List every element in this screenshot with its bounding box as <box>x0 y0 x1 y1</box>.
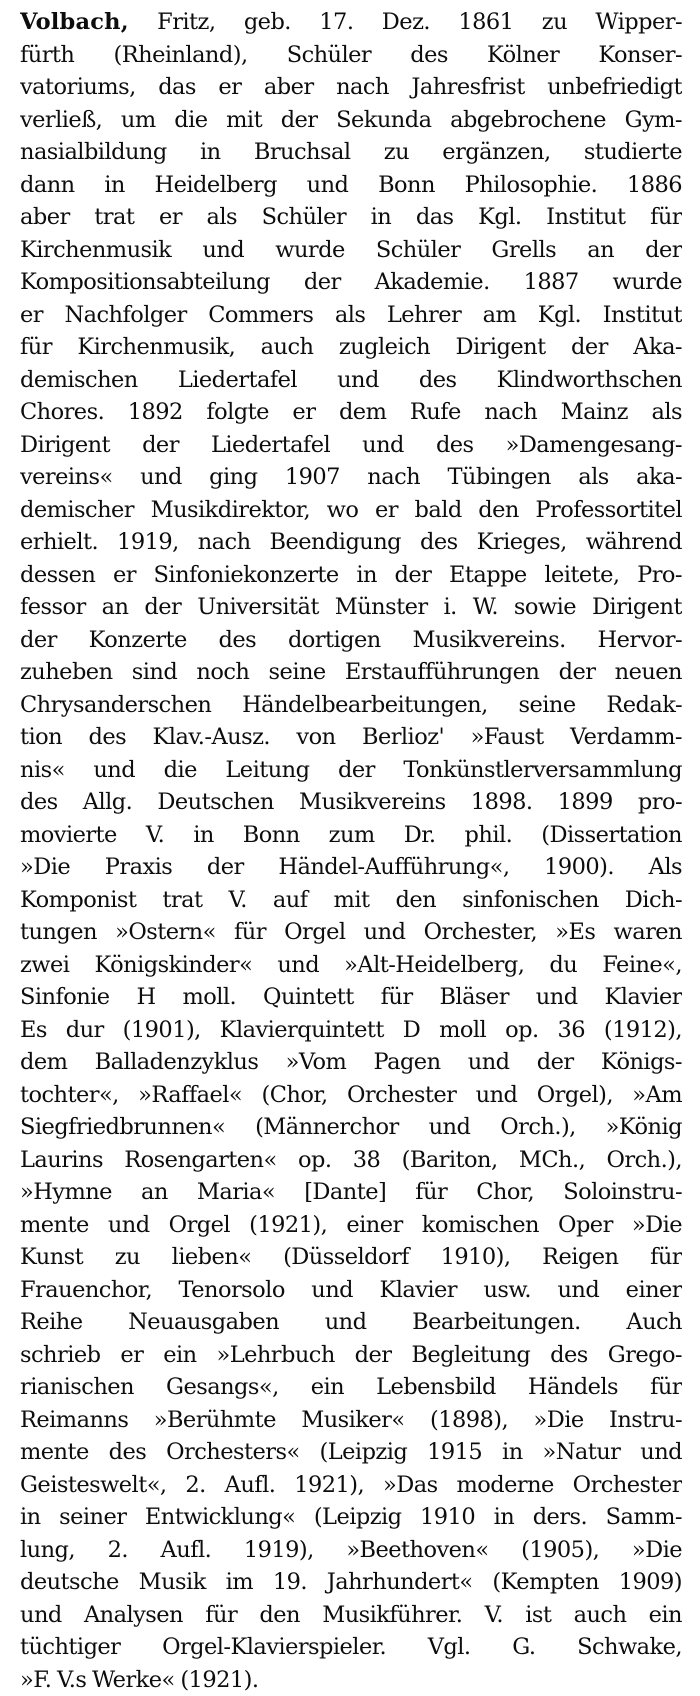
entry-line: movierte V. in Bonn zum Dr. phil. (Dissertation <box>20 819 682 852</box>
entry-line: fürth (Rheinland), Schüler des Kölner Konser- <box>20 39 682 72</box>
entry-line: demischen Liedertafel und des Klindworthschen <box>20 364 682 397</box>
entry-line: Kompositionsabteilung der Akademie. 1887 wurde <box>20 266 682 299</box>
entry-line <box>20 6 682 39</box>
entry-line: tungen »Ostern« für Orgel und Orchester, »Es waren <box>20 916 682 949</box>
entry-line: Kunst zu lieben« (Düsseldorf 1910), Reigen für <box>20 1241 682 1274</box>
entry-line: deutsche Musik im 19. Jahrhundert« (Kempten 1909) <box>20 1566 682 1599</box>
entry-line: des Allg. Deutschen Musikvereins 1898. 1899 pro- <box>20 786 682 819</box>
entry-line: nasialbildung in Bruchsal zu ergänzen, studierte <box>20 136 682 169</box>
entry-line: Chrysanderschen Händelbearbeitungen, seine Redak- <box>20 689 682 722</box>
entry-line: Geisteswelt«, 2. Aufl. 1921), »Das moderne Orchester <box>20 1469 682 1502</box>
entry-line: zwei Königskinder« und »Alt-Heidelberg, du Feine«, <box>20 949 682 982</box>
entry-line: erhielt. 1919, nach Beendigung des Krieges, während <box>20 526 682 559</box>
entry-line: und Analysen für den Musikführer. V. ist auch ein <box>20 1599 682 1632</box>
entry-line: »Die Praxis der Händel-Aufführung«, 1900). Als <box>20 851 682 884</box>
entry-line: tüchtiger Orgel-Klavierspieler. Vgl. G. Schwake, <box>20 1631 682 1664</box>
entry-line: vatoriums, das er aber nach Jahresfrist unbefriedigt <box>20 71 682 104</box>
entry-line: Es dur (1901), Klavierquintett D moll op. 36 (1912), <box>20 1014 682 1047</box>
entry-line: er Nachfolger Commers als Lehrer am Kgl. Institut <box>20 299 682 332</box>
entry-line: demischer Musikdirektor, wo er bald den Professortitel <box>20 494 682 527</box>
entry-line: »F. V.s Werke« (1921). <box>20 1664 682 1696</box>
entry-line: vereins« und ging 1907 nach Tübingen als aka- <box>20 461 682 494</box>
entry-line: für Kirchenmusik, auch zugleich Dirigent der Aka- <box>20 331 682 364</box>
entry-line: Laurins Rosengarten« op. 38 (Bariton, MCh., Orch.), <box>20 1144 682 1177</box>
entry-line: Frauenchor, Tenorsolo und Klavier usw. und einer <box>20 1274 682 1307</box>
entry-line: mente und Orgel (1921), einer komischen Oper »Die <box>20 1209 682 1242</box>
entry-line: Chores. 1892 folgte er dem Rufe nach Mainz als <box>20 396 682 429</box>
entry-line: mente des Orchesters« (Leipzig 1915 in »Natur und <box>20 1436 682 1469</box>
entry-line: Siegfriedbrunnen« (Männerchor und Orch.), »König <box>20 1111 682 1144</box>
entry-line: »Hymne an Maria« [Dante] für Chor, Soloinstru- <box>20 1176 682 1209</box>
entry-line: Sinfonie H moll. Quintett für Bläser und Klavier <box>20 981 682 1014</box>
entry-line: rianischen Gesangs«, ein Lebensbild Händels für <box>20 1371 682 1404</box>
entry-line: dann in Heidelberg und Bonn Philosophie. 1886 <box>20 169 682 202</box>
entry-line: zuheben sind noch seine Erstaufführungen der neuen <box>20 656 682 689</box>
entry-first-line-text: Fritz, geb. 17. Dez. 1861 zu Wipper- <box>129 9 682 35</box>
entry-line: aber trat er als Schüler in das Kgl. Institut für <box>20 201 682 234</box>
entry-headword: Volbach, <box>20 9 129 35</box>
entry-line: Reihe Neuausgaben und Bearbeitungen. Auch <box>20 1306 682 1339</box>
entry-line: schrieb er ein »Lehrbuch der Begleitung des Grego- <box>20 1339 682 1372</box>
biography-entry <box>20 6 682 1696</box>
entry-line: tion des Klav.-Ausz. von Berlioz' »Faust Verdamm- <box>20 721 682 754</box>
entry-line: der Konzerte des dortigen Musikvereins. Hervor- <box>20 624 682 657</box>
entry-line: nis« und die Leitung der Tonkünstlerversammlung <box>20 754 682 787</box>
entry-line: Komponist trat V. auf mit den sinfonischen Dich- <box>20 884 682 917</box>
entry-line: dessen er Sinfoniekonzerte in der Etappe leitete, Pro- <box>20 559 682 592</box>
entry-line: Kirchenmusik und wurde Schüler Grells an der <box>20 234 682 267</box>
entry-line: Dirigent der Liedertafel und des »Damengesang- <box>20 429 682 462</box>
entry-line: in seiner Entwicklung« (Leipzig 1910 in ders. Samm- <box>20 1501 682 1534</box>
entry-line: Reimanns »Berühmte Musiker« (1898), »Die Instru- <box>20 1404 682 1437</box>
entry-line: fessor an der Universität Münster i. W. sowie Dirigent <box>20 591 682 624</box>
entry-line: dem Balladenzyklus »Vom Pagen und der Königs- <box>20 1046 682 1079</box>
entry-line: tochter«, »Raffael« (Chor, Orchester und Orgel), »Am <box>20 1079 682 1112</box>
entry-line: verließ, um die mit der Sekunda abgebrochene Gym- <box>20 104 682 137</box>
entry-line: lung, 2. Aufl. 1919), »Beethoven« (1905), »Die <box>20 1534 682 1567</box>
